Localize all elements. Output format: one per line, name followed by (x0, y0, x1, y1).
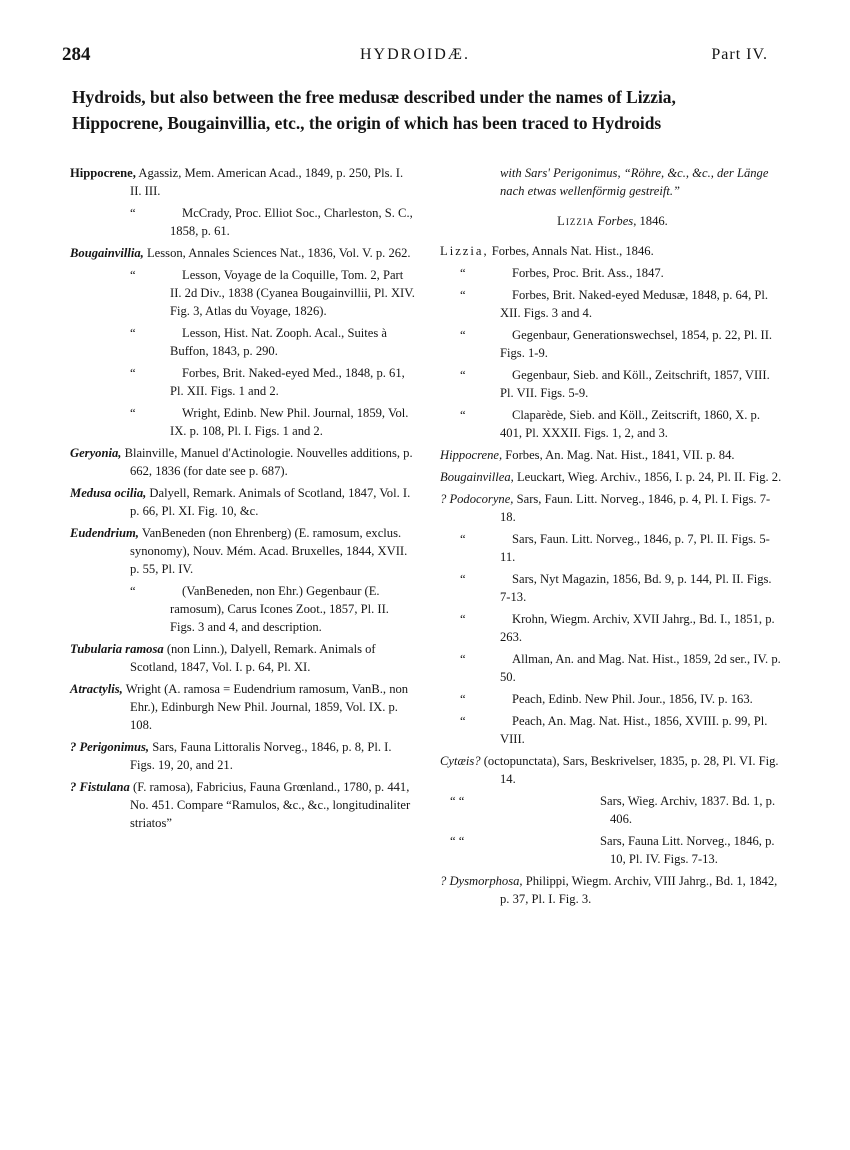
entry-text: Sars, Wieg. Archiv, 1837. Bd. 1, p. 406. (600, 794, 776, 826)
entry-lead: ? Fistulana (70, 780, 130, 794)
entry-lead: “ (460, 532, 466, 546)
entry-lead: Atractylis, (70, 682, 123, 696)
bibliography-entry (70, 244, 415, 262)
entry-text: Gegenbaur, Sieb. and Köll., Zeitschrift, 1857, VIII. Pl. VII. Figs. 5-9. (500, 368, 770, 400)
entry-text: (non Linn.), Dalyell, Remark. Animals of Scotland, 1847, Vol. I. p. 64, Pl. XI. (130, 642, 376, 674)
entry-lead: Cytæis? (440, 754, 481, 768)
bibliography-entry (70, 778, 415, 832)
bibliography-entry (70, 266, 415, 320)
bibliography-entry (440, 490, 785, 526)
entry-text: (F. ramosa), Fabricius, Fauna Grœnland., 1780, p. 441, No. 451. Compare “Ramulos, &c., &c., longitudinaliter striatos” (129, 780, 411, 830)
part-label: Part IV. (711, 46, 768, 63)
entry-lead: Bougainvillia, (70, 246, 144, 260)
entry-lead: Bougainvillea, (440, 470, 514, 484)
bibliography-entry (70, 364, 415, 400)
bibliography-entry (440, 712, 785, 748)
bibliography-entry (70, 738, 415, 774)
entry-lead: ? Perigonimus, (70, 740, 150, 754)
page-header (62, 44, 768, 68)
entry-lead: Medusa ocilia, (70, 486, 147, 500)
entry-lead: Hippocrene, (440, 448, 503, 462)
entry-lead: “ (130, 206, 136, 220)
entry-text: Sars, Fauna Littoralis Norveg., 1846, p. 8, Pl. I. Figs. 19, 20, and 21. (130, 740, 392, 772)
entry-lead: “ (460, 652, 466, 666)
bibliography-entry (70, 444, 415, 480)
entry-text: Blainville, Manuel d'Actinologie. Nouvelles additions, p. 662, 1836 (for date see p. 687). (121, 446, 413, 478)
bibliography-entry (440, 530, 785, 566)
entry-lead: “ (460, 368, 466, 382)
bibliography-entry (440, 832, 785, 868)
intro-line-2: Hippocrene, Bougainvillia, etc., the origin of which has been traced to Hydroids (72, 113, 662, 133)
entry-lead: “ (130, 366, 136, 380)
entry-text: Allman, An. and Mag. Nat. Hist., 1859, 2d ser., IV. p. 50. (500, 652, 781, 684)
intro-line-1: Hydroids, but also between the free medusæ described under the names of Lizzia, (72, 87, 676, 107)
bibliography-entry (440, 570, 785, 606)
entry-lead: Tubularia ramosa (70, 642, 164, 656)
entry-text: Wright (A. ramosa = Eudendrium ramosum, VanB., non Ehr.), Edinburgh New Phil. Journal, 1859, Vol. IX. p. 108. (122, 682, 409, 732)
bibliography-entry (440, 406, 785, 442)
entry-lead: ? Podocoryne, (440, 492, 514, 506)
section-genus: Lizzia (557, 214, 595, 228)
bibliography-entry (440, 264, 785, 282)
entry-text: Lesson, Voyage de la Coquille, Tom. 2, Part II. 2d Div., 1838 (Cyanea Bougainvillii, Pl. XIV. Fig. 3, Atlas du Voyage, 1826). (170, 268, 415, 318)
bibliography-entry (440, 690, 785, 708)
entry-lead: “ (460, 408, 466, 422)
entry-text: Leuckart, Wieg. Archiv., 1856, I. p. 24, Pl. II. Fig. 2. (513, 470, 782, 484)
continuation-text: with Sars' Perigonimus, “Röhre, &c., &c., der Länge nach etwas wellenförmig gestreift.” (500, 166, 769, 198)
entry-text: Lesson, Hist. Nat. Zooph. Acal., Suites à Buffon, 1843, p. 290. (170, 326, 387, 358)
bibliography-entry (440, 650, 785, 686)
right-entries (440, 242, 785, 908)
entry-text: Sars, Nyt Magazin, 1856, Bd. 9, p. 144, Pl. II. Figs. 7-13. (500, 572, 772, 604)
bibliography-entry (440, 242, 785, 260)
entry-text: Agassiz, Mem. American Acad., 1849, p. 250, Pls. I. II. III. (130, 166, 404, 198)
entry-text: Forbes, Brit. Naked-eyed Medusæ, 1848, p. 64, Pl. XII. Figs. 3 and 4. (500, 288, 769, 320)
entry-text: Lesson, Annales Sciences Nat., 1836, Vol. V. p. 262. (143, 246, 411, 260)
entry-text: McCrady, Proc. Elliot Soc., Charleston, S. C., 1858, p. 61. (170, 206, 413, 238)
entry-text: Gegenbaur, Generationswechsel, 1854, p. 22, Pl. II. Figs. 1-9. (500, 328, 773, 360)
entry-lead: Eudendrium, (70, 526, 139, 540)
entry-text: Peach, Edinb. New Phil. Jour., 1856, IV. p. 163. (512, 692, 753, 706)
bibliography-entry (70, 640, 415, 676)
entry-text: (octopunctata), Sars, Beskrivelser, 1835, p. 28, Pl. VI. Fig. 14. (480, 754, 779, 786)
entry-text: Forbes, Annals Nat. Hist., 1846. (488, 244, 654, 258)
entry-lead: “ (460, 612, 466, 626)
entry-text: Peach, An. Mag. Nat. Hist., 1856, XVIII. p. 99, Pl. VIII. (500, 714, 768, 746)
right-column (440, 164, 785, 912)
entry-text: Sars, Faun. Litt. Norveg., 1846, p. 4, Pl. I. Figs. 7-18. (500, 492, 771, 524)
entry-text: VanBeneden (non Ehrenberg) (E. ramosum, exclus. synonomy), Nouv. Mém. Acad. Bruxelles, 1844, XVII. p. 55, Pl. IV. (130, 526, 408, 576)
entry-lead: “ (460, 714, 466, 728)
entry-lead: ? Dysmorphosa, (440, 874, 523, 888)
entry-lead: Hippocrene, (70, 166, 136, 180)
bibliography-entry (70, 484, 415, 520)
entry-lead: “ (130, 406, 136, 420)
entry-lead: “ (460, 328, 466, 342)
bibliography-entry (440, 872, 785, 908)
entry-lead: “ “ (450, 834, 465, 848)
entry-text: Sars, Fauna Litt. Norveg., 1846, p. 10, Pl. IV. Figs. 7-13. (600, 834, 775, 866)
entry-lead: “ (130, 584, 136, 598)
entry-text: Claparède, Sieb. and Köll., Zeitscrift, 1860, X. p. 401, Pl. XXXII. Figs. 1, 2, and 3. (500, 408, 760, 440)
bibliography-entry (70, 324, 415, 360)
bibliography-entry (440, 610, 785, 646)
page-number: 284 (62, 44, 91, 65)
bibliography-entry (70, 164, 415, 200)
entry-lead: “ (130, 268, 136, 282)
bibliography-entry (70, 404, 415, 440)
bibliography-entry (70, 524, 415, 578)
entry-lead: “ “ (450, 794, 465, 808)
entry-lead: “ (460, 572, 466, 586)
entry-text: Krohn, Wiegm. Archiv, XVII Jahrg., Bd. I., 1851, p. 263. (500, 612, 775, 644)
left-column (70, 164, 415, 836)
entry-text: Forbes, An. Mag. Nat. Hist., 1841, VII. p. 84. (502, 448, 735, 462)
entry-lead: “ (130, 326, 136, 340)
section-year: , 1846. (633, 214, 668, 228)
entry-lead: Geryonia, (70, 446, 122, 460)
section-heading (440, 212, 785, 230)
entry-text: (VanBeneden, non Ehr.) Gegenbaur (E. ramosum), Carus Icones Zoot., 1857, Pl. II. Figs. 3 and 4, and description. (170, 584, 389, 634)
bibliography-entry (70, 680, 415, 734)
entry-text: Dalyell, Remark. Animals of Scotland, 1847, Vol. I. p. 66, Pl. XI. Fig. 10, &c. (130, 486, 411, 518)
entry-text: Philippi, Wiegm. Archiv, VIII Jahrg., Bd. 1, 1842, p. 37, Pl. I. Fig. 3. (500, 874, 778, 906)
entry-text: Sars, Faun. Litt. Norveg., 1846, p. 7, Pl. II. Figs. 5-11. (500, 532, 770, 564)
entry-lead: Lizzia, (440, 244, 489, 258)
entry-lead: “ (460, 288, 466, 302)
intro-paragraph (72, 84, 772, 136)
bibliography-entry (440, 366, 785, 402)
entry-lead: “ (460, 266, 466, 280)
bibliography-entry (440, 446, 785, 464)
running-title: HYDROIDÆ. (360, 46, 470, 63)
entry-text: Forbes, Brit. Naked-eyed Med., 1848, p. 61, Pl. XII. Figs. 1 and 2. (170, 366, 405, 398)
bibliography-entry (440, 286, 785, 322)
bibliography-entry (440, 468, 785, 486)
bibliography-entry (440, 326, 785, 362)
bibliography-entry (70, 204, 415, 240)
entry-lead: “ (460, 692, 466, 706)
bibliography-entry (440, 792, 785, 828)
entry-text: Forbes, Proc. Brit. Ass., 1847. (512, 266, 664, 280)
entry-text: Wright, Edinb. New Phil. Journal, 1859, Vol. IX. p. 108, Pl. I. Figs. 1 and 2. (170, 406, 409, 438)
bibliography-entry (70, 582, 415, 636)
section-author: Forbes (597, 214, 634, 228)
bibliography-entry (440, 752, 785, 788)
